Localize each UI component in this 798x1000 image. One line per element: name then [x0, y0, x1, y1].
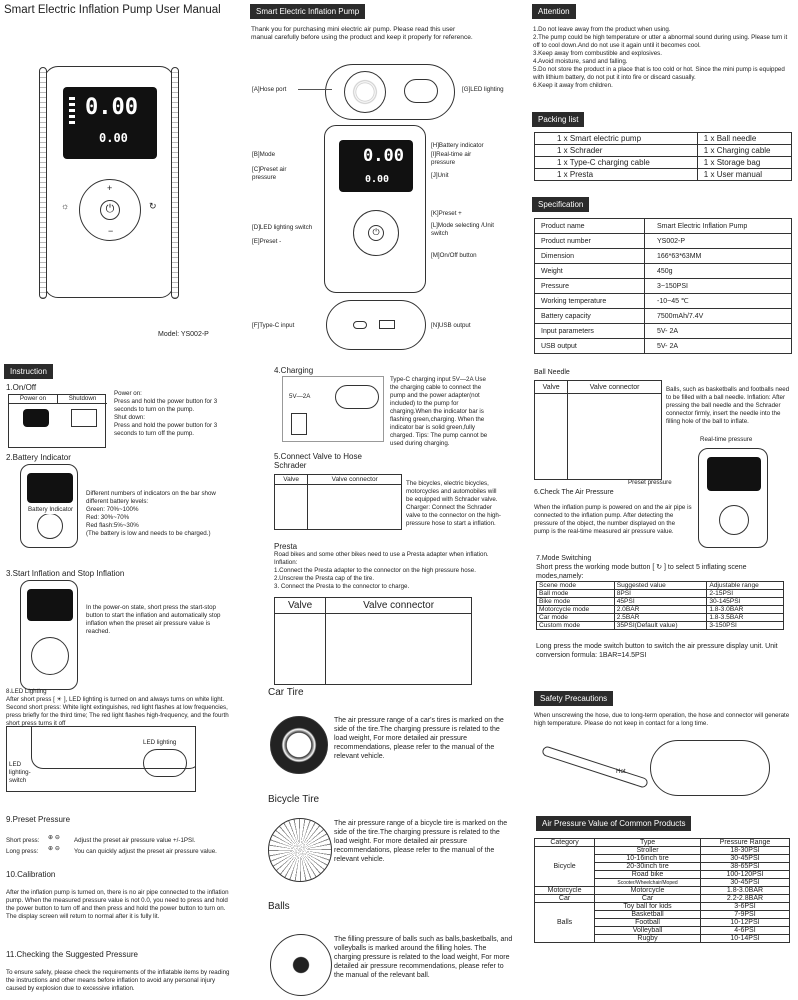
- pump-top-illustration: [325, 64, 455, 120]
- charging-text: Type-C charging input 5V—2A Use the charging cable to connect the pump and the power adapter(not included) to the pump for charging.When the indicator bar is flashing green,charging. When the indicator bar is solid green,fully charged. Tips: The pump cannot be used during charging.: [390, 376, 488, 447]
- attention-item: 2.The pump could be high temperature or utter a abnormal sound during using. Please turn it off to cool down.And do not use it again until it becomes cool.: [533, 33, 788, 49]
- calibration-title: 10.Calibration: [6, 870, 56, 879]
- air-pressure-table: [534, 838, 790, 943]
- table-row: 1 x Smart electric pump 1 x Ball needle: [535, 133, 792, 145]
- part-c-label: [C]Preset air pressure: [252, 166, 287, 181]
- table-row: Car mode 2.5BAR 1.8-3.5BAR: [537, 614, 784, 622]
- charging-title: 4.Charging: [274, 366, 314, 375]
- table-row: Pressure 3~150PSI: [535, 279, 792, 294]
- table-row: Car Car 2.2-2.8BAR: [535, 895, 790, 903]
- page-title: Smart Electric Inflation Pump User Manual: [4, 4, 221, 16]
- table-row: Scene mode Suggested value Adjustable range: [537, 582, 784, 590]
- biketire-text: The air pressure range of a bicycle tire is marked on the side of the tire.The charging pressure is related to the load weight. For more detailed air pressure recommendations, please refer to the manual of the relevant vehicle.: [334, 820, 508, 864]
- schrader-text: The bicycles, electric bicycles, motorcycles and automobiles will be equipped with Schrader valve. Charger: Connect the Schrader valve to the connector on the high-pressure hose to start a inflation.: [406, 480, 501, 527]
- football-icon: [270, 934, 332, 996]
- preset-long-label: Long press:: [6, 848, 39, 855]
- plus-minus-icon: ⊕ ⊖: [48, 845, 61, 852]
- pump-bottom-illustration: [326, 300, 426, 350]
- led-illustration: [6, 726, 196, 792]
- instruction-header: Instruction: [4, 364, 53, 379]
- table-row: 1 x Presta 1 x User manual: [535, 169, 792, 181]
- balls-title: Balls: [268, 901, 290, 912]
- lcd-main-value: 0.00: [85, 95, 138, 120]
- plus-icon: +: [107, 183, 113, 193]
- part-m-label: [M]On/Off button: [431, 252, 477, 259]
- cartire-text: The air pressure range of a car's tires is marked on the side of the tire.The charging pressure is related to the load weight, For more detailed air pressure recommendations, please refer to the manual of the relevant vehicle.: [334, 717, 504, 761]
- panel-lcd-main: 0.00: [363, 146, 404, 166]
- table-row: Ball mode 8PSI 2-15PSI: [537, 590, 784, 598]
- preset-pressure-label: Preset pressure: [628, 479, 672, 486]
- ballneedle-text: Balls, such as basketballs and footballs need to be filled with a ball needle. Inflation: After pressing the ball needle and the Schrader connector firmly, insert the needle into the filling hole of the ball to inflate.: [666, 386, 790, 425]
- led-text: After short press [ ☀ ], LED lighting is turned on and always turns on white light. Second short press: White light extinguishes, red light flashes at low frequencies, press briefly for the third time; The red light flashes high-frequency, and the fourth short press turns it off: [6, 696, 229, 727]
- part-d-label: [D]LED lighting switch: [252, 224, 313, 231]
- calibration-text: After the inflation pump is turned on, there is no air pipe connected to the inflation pump. When the measured pressure value is not 0.0, you need to press and hold the power button to turn off and then press and hold the power button to turn on. The display screen will return to normal after it is fully lit.: [6, 889, 229, 920]
- cartire-title: Car Tire: [268, 687, 304, 698]
- preset-long-text: You can quickly adjust the preset air pressure value.: [74, 848, 217, 855]
- packing-header: Packing list: [532, 112, 584, 127]
- table-row: Motorcycle mode 2.0BAR 1.8-3.0BAR: [537, 606, 784, 614]
- ballneedle-title: Ball Needle: [534, 369, 570, 376]
- start-title: 3.Start Inflation and Stop Inflation: [6, 569, 125, 578]
- modes-intro: Short press the working mode button [ ↻ ] to select 5 inflating scene modes,namely:: [536, 564, 747, 581]
- charging-voltage-label: 5V—2A: [289, 393, 311, 400]
- minus-icon: −: [108, 226, 114, 236]
- modes-note: Long press the mode switch button to switch the air pressure display unit. Unit conversion formula: 1BAR=14.5PSI: [536, 643, 778, 660]
- attention-item: 3.Keep away from combustible and explosives.: [533, 49, 662, 57]
- panel-power-icon: ⏻: [368, 225, 384, 241]
- intro-header: Smart Electric Inflation Pump: [250, 4, 365, 19]
- plus-minus-icon: ⊕ ⊖: [48, 834, 61, 841]
- battery-indicator-label: Battery Indicator: [28, 506, 74, 513]
- table-row: USB output 5V- 2A: [535, 339, 792, 354]
- part-i-label: [I]Real-time air pressure: [431, 151, 472, 166]
- onoff-title: 1.On/Off: [6, 383, 37, 392]
- airtable-header: Air Pressure Value of Common Products: [536, 816, 691, 831]
- shutdown-label: Shutdown: [58, 395, 107, 404]
- biketire-title: Bicycle Tire: [268, 794, 320, 805]
- table-row: Road bike 100-120PSI: [535, 871, 790, 879]
- schrader-table: Valve Valve connector: [274, 474, 402, 530]
- table-row: 10-16inch tire 30-45PSI: [535, 855, 790, 863]
- spec-table: [534, 218, 792, 354]
- table-row: Bicycle Stroller 18-30PSI: [535, 847, 790, 855]
- table-row: Volleyball 4-6PSI: [535, 927, 790, 935]
- checkpressure-text: When the inflation pump is powered on and the air pipe is connected to the inflation pump. After detecting the pressure of the object, the number displayed on the pump is the real-time measured air pressure value.: [534, 504, 692, 535]
- suggested-title: 11.Checking the Suggested Pressure: [6, 950, 138, 959]
- balls-text: The filling pressure of balls such as balls,basketballs, and volleyballs is marked around the filling holes. The charging pressure is related to the load weight, For more detailed air pressure recommendations, please refer to the manual of the relevant ball.: [334, 936, 513, 980]
- part-b-label: [B]Mode: [252, 151, 276, 158]
- presta-title: Presta: [274, 542, 298, 551]
- attention-header: Attention: [532, 4, 576, 19]
- realtime-pressure-label: Real-time pressure: [700, 436, 753, 443]
- pump-front-illustration: [44, 66, 174, 298]
- part-a-label: [A]Hose port: [252, 86, 287, 93]
- table-row: Product number YS002-P: [535, 234, 792, 249]
- preset-short-text: Adjust the preset air pressure value +/-1PSI.: [74, 837, 196, 844]
- power-on-label: Power on: [9, 395, 58, 404]
- table-row: Scooter/Wheelchair/Moped 30-45PSI: [535, 879, 790, 887]
- table-row: Custom mode 35PSI(Default value) 3-150PSI: [537, 622, 784, 630]
- table-row: Product name Smart Electric Inflation Pump: [535, 219, 792, 234]
- preset-title: 9.Preset Pressure: [6, 815, 71, 824]
- table-row: Bike mode 45PSI 30-145PSI: [537, 598, 784, 606]
- table-row: Balls Toy ball for kids 3-6PSI: [535, 903, 790, 911]
- table-row: Weight 450g: [535, 264, 792, 279]
- suggested-text: To ensure safety, please check the requirements of the inflatable items by reading the instructions and other means before inflation to avoid any personal injury caused by explosion due to excessive inflation.: [6, 969, 230, 992]
- table-row: Category Type Pressure Range: [535, 839, 790, 847]
- part-g-label: [G]LED lighting: [462, 86, 504, 93]
- checkpressure-title: 6.Check The Air Pressure: [534, 489, 614, 496]
- attention-item: 4.Avoid moisture, sand and falling.: [533, 57, 628, 65]
- start-illustration: [20, 580, 78, 690]
- pressure-illustration: [698, 448, 768, 548]
- part-h-label: [H]Battery indicator: [431, 142, 484, 149]
- panel-lcd-sub: 0.00: [365, 174, 390, 185]
- table-row: Input parameters 5V- 2A: [535, 324, 792, 339]
- preset-short-label: Short press:: [6, 837, 40, 844]
- part-k-label: [K]Preset +: [431, 210, 462, 217]
- part-l-label: [L]Mode selecting /Unit switch: [431, 222, 494, 237]
- led-lighting-label: LED lighting: [143, 739, 177, 746]
- table-row: Battery capacity 7500mAh/7.4V: [535, 309, 792, 324]
- safety-illustration: [540, 732, 790, 806]
- battery-title: 2.Battery Indicator: [6, 453, 71, 462]
- led-switch-label: LED lighting-switch: [9, 761, 31, 784]
- led-title: 8.LED Lighting: [6, 688, 47, 695]
- table-row: Basketball 7-9PSI: [535, 911, 790, 919]
- attention-item: 6.Keep it away from children.: [533, 81, 613, 89]
- safety-header: Safety Precautions: [534, 691, 613, 706]
- bike-wheel-icon: [268, 818, 332, 882]
- table-row: Motorcycle Motorcycle 1.8-3.0BAR: [535, 887, 790, 895]
- packing-table: [534, 132, 792, 181]
- spec-header: Specification: [532, 197, 589, 212]
- table-row: Rugby 10-14PSI: [535, 935, 790, 943]
- table-row: 1 x Schrader 1 x Charging cable: [535, 145, 792, 157]
- part-n-label: [N]USB output: [431, 322, 471, 329]
- table-row: Dimension 166*63*63MM: [535, 249, 792, 264]
- start-text: In the power-on state, short press the start-stop button to start the inflation and automatically stop inflation when the preset air pressure value is reached.: [86, 604, 221, 635]
- presta-table: Valve Valve connector: [274, 597, 472, 685]
- attention-item: 5.Do not store the product in a place that is too cold or hot. Since the mini pump is equipped with lithium battery, do not put it into fire or discard casually.: [533, 65, 785, 81]
- schrader-title: 5.Connect Valve to Hose Schrader: [274, 452, 362, 470]
- sun-icon: ☼: [61, 201, 70, 211]
- charging-illustration: [282, 376, 384, 442]
- pump-panel-illustration: [324, 125, 426, 293]
- mode-icon: ↻: [149, 201, 157, 211]
- part-j-label: [J]Unit: [431, 172, 449, 179]
- table-row: Working temperature -10~45 ℃: [535, 294, 792, 309]
- hot-label: Hot: [616, 768, 626, 775]
- attention-item: 1.Do not leave away from the product when using.: [533, 26, 671, 33]
- lcd-sub-value: 0.00: [99, 131, 128, 145]
- modes-table: [536, 581, 784, 630]
- battery-text: Different numbers of indicators on the bar show different battery levels: Green: 70%~100% Red: 30%~70% Red flash:5%~30% (The battery is low and needs to be charged.): [86, 490, 216, 537]
- safety-text: When unscrewing the hose, due to long-term operation, the hose and connector will generate high temperature. Please do not keep in contact for a long time.: [534, 712, 790, 727]
- modes-title: 7.Mode Switching: [536, 555, 592, 562]
- table-row: 1 x Type-C charging cable 1 x Storage bag: [535, 157, 792, 169]
- table-row: 20-30inch tire 38-65PSI: [535, 863, 790, 871]
- part-f-label: [F]Type-C input: [252, 322, 295, 329]
- table-row: Football 10-12PSI: [535, 919, 790, 927]
- part-e-label: [E]Preset -: [252, 238, 282, 245]
- tire-icon: [270, 716, 328, 774]
- attention-list: [533, 26, 791, 90]
- onoff-text: Power on: Press and hold the power button for 3 seconds to turn on the pump. Shut down: Press and hold the power button for 3 seconds to turn off the pump.: [114, 390, 218, 437]
- presta-text: Road bikes and some other bikes need to use a Presta adapter when inflation. Inflation: 1.Connect the Presta adapter to the connector on the high pressure hose. 2.Unscrew the Presta cap of the tire. 3. Connect the Presta to the connector to charge.: [274, 551, 489, 590]
- intro-text: Thank you for purchasing mini electric air pump. Please read this user manual carefully before using the product and keep it properly for reference.: [251, 26, 473, 42]
- onoff-illustration: [8, 394, 106, 448]
- model-number: Model: YS002-P: [158, 331, 209, 338]
- ballneedle-table: Valve Valve connector: [534, 380, 662, 480]
- power-icon: ⏻: [100, 200, 120, 220]
